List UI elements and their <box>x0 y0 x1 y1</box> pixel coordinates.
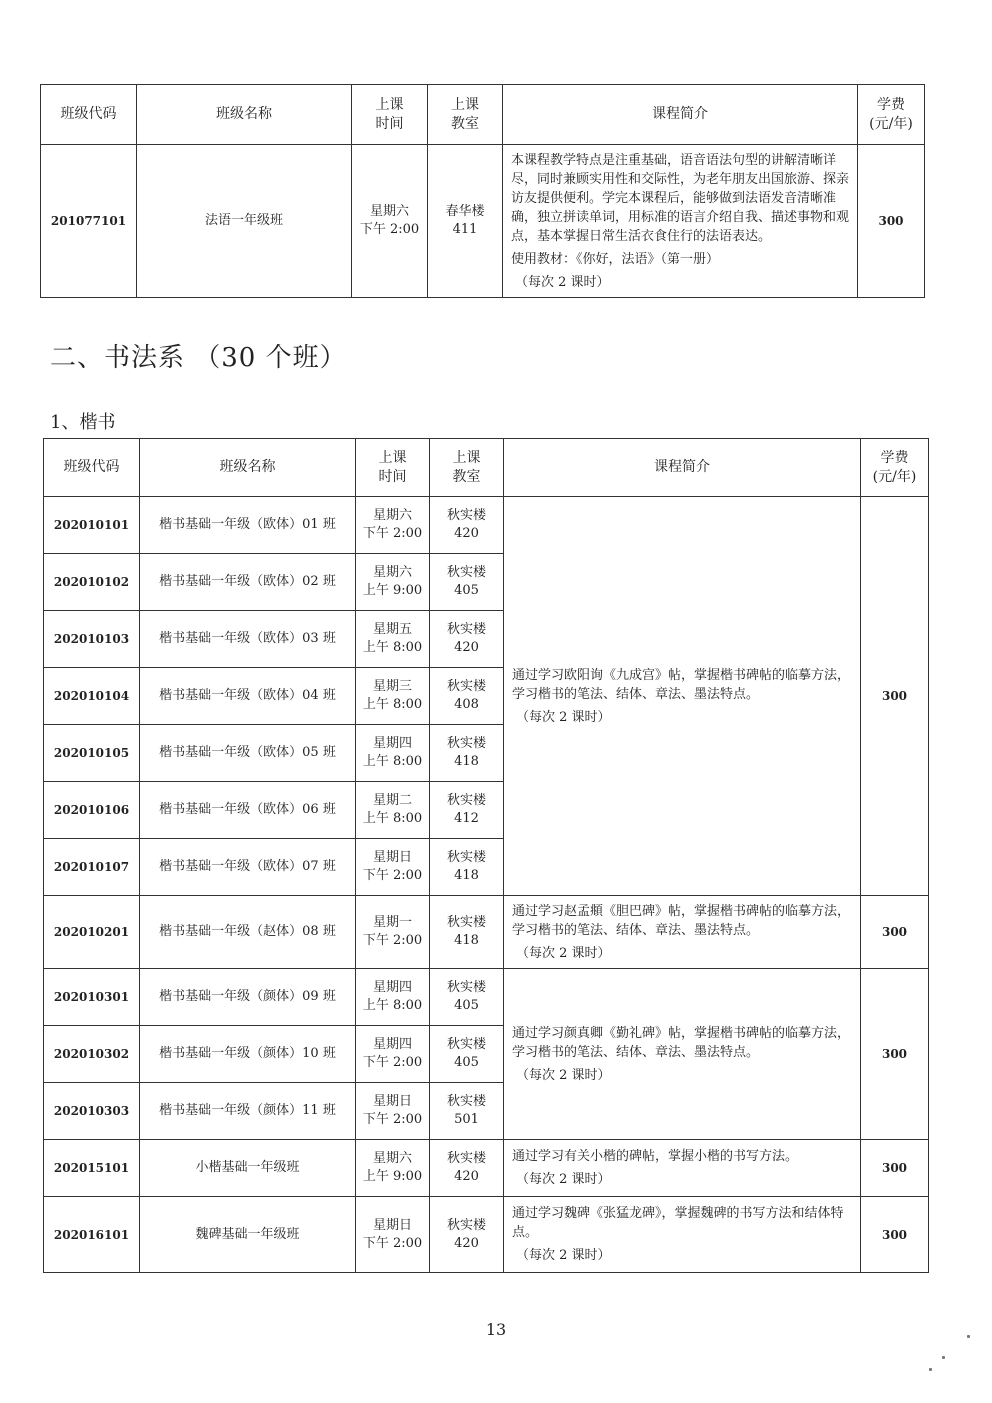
class-time: 星期三 上午 8:00 <box>356 668 430 725</box>
tuition-fee: 300 <box>861 1140 929 1197</box>
class-code: 202010201 <box>44 896 140 969</box>
class-room: 秋实楼 420 <box>430 1197 504 1273</box>
table-row <box>44 497 929 554</box>
class-code: 202010102 <box>44 554 140 611</box>
class-name: 法语一年级班 <box>137 145 352 298</box>
class-time: 星期日 下午 2:00 <box>356 839 430 896</box>
class-room: 秋实楼 418 <box>430 725 504 782</box>
class-time: 星期日 下午 2:00 <box>356 1083 430 1140</box>
header-time: 上课 时间 <box>352 85 428 145</box>
class-time: 星期四 上午 8:00 <box>356 969 430 1026</box>
class-time: 星期六 上午 9:00 <box>356 1140 430 1197</box>
course-description: 本课程教学特点是注重基础，语音语法句型的讲解清晰详尽，同时兼顾实用性和交际性，为老年朋友出国旅游、探亲访友提供便利。学完本课程后，能够做到法语发音清晰准确，独立拼读单词，用标准的语言介绍自我、描述事物和观点，基本掌握日常生活衣食住行的法语表达。 <box>511 152 850 244</box>
class-code: 202010107 <box>44 839 140 896</box>
header-class-code: 班级代码 <box>41 85 137 145</box>
table-header-row <box>44 439 929 497</box>
course-description: 通过学习欧阳询《九成宫》帖，掌握楷书碑帖的临摹方法，学习楷书的笔法、结体、章法、墨法特点。 <box>512 667 851 702</box>
class-name: 楷书基础一年级（欧体）05 班 <box>140 725 356 782</box>
table-row <box>44 1140 929 1197</box>
class-name: 楷书基础一年级（欧体）06 班 <box>140 782 356 839</box>
class-room: 秋实楼 501 <box>430 1083 504 1140</box>
class-time: 星期六 上午 9:00 <box>356 554 430 611</box>
class-code: 202010105 <box>44 725 140 782</box>
class-code: 202010302 <box>44 1026 140 1083</box>
course-note: （每次 2 课时） <box>516 1172 611 1187</box>
class-room: 春华楼 411 <box>428 145 503 298</box>
class-code: 202010106 <box>44 782 140 839</box>
class-code: 202010303 <box>44 1083 140 1140</box>
tuition-fee: 300 <box>861 497 929 896</box>
class-name: 楷书基础一年级（颜体）09 班 <box>140 969 356 1026</box>
regular-script-table <box>43 438 929 1273</box>
header-class-name: 班级名称 <box>140 439 356 497</box>
class-name: 楷书基础一年级（欧体）04 班 <box>140 668 356 725</box>
class-name: 楷书基础一年级（赵体）08 班 <box>140 896 356 969</box>
class-room: 秋实楼 412 <box>430 782 504 839</box>
page-number: 13 <box>485 1320 507 1339</box>
course-note: （每次 2 课时） <box>516 1067 611 1083</box>
class-time: 星期四 上午 8:00 <box>356 725 430 782</box>
header-fee: 学费 (元/年) <box>861 439 929 497</box>
class-name: 楷书基础一年级（颜体）10 班 <box>140 1026 356 1083</box>
class-room: 秋实楼 408 <box>430 668 504 725</box>
header-class-code: 班级代码 <box>44 439 140 497</box>
table-header-row <box>41 85 925 145</box>
course-description: 通过学习魏碑《张猛龙碑》，掌握魏碑的书写方法和结体特点。 <box>512 1206 844 1240</box>
header-room: 上课 教室 <box>428 85 503 145</box>
class-room: 秋实楼 420 <box>430 611 504 668</box>
course-note: （每次 2 课时） <box>516 945 611 961</box>
class-name: 魏碑基础一年级班 <box>140 1197 356 1273</box>
class-room: 秋实楼 405 <box>430 969 504 1026</box>
header-intro: 课程简介 <box>503 85 858 145</box>
course-description: 通过学习颜真卿《勤礼碑》帖，掌握楷书碑帖的临摹方法，学习楷书的笔法、结体、章法、墨法特点。 <box>512 1025 851 1060</box>
tuition-fee: 300 <box>861 896 929 969</box>
class-room: 秋实楼 418 <box>430 839 504 896</box>
course-description: 通过学习有关小楷的碑帖，掌握小楷的书写方法。 <box>512 1149 799 1164</box>
scan-speck <box>942 1356 945 1359</box>
class-time: 星期五 上午 8:00 <box>356 611 430 668</box>
course-material: 使用教材：《你好，法语》（第一册） <box>511 251 720 267</box>
french-course-table <box>40 84 925 298</box>
tuition-fee: 300 <box>858 145 925 298</box>
course-note: （每次 2 课时） <box>516 709 611 725</box>
course-intro <box>504 969 861 1140</box>
class-name: 楷书基础一年级（欧体）03 班 <box>140 611 356 668</box>
header-room: 上课 教室 <box>430 439 504 497</box>
class-time: 星期一 下午 2:00 <box>356 896 430 969</box>
course-note: （每次 2 课时） <box>515 274 610 290</box>
course-intro <box>504 1140 861 1197</box>
class-room: 秋实楼 405 <box>430 554 504 611</box>
course-intro <box>504 896 861 969</box>
course-intro <box>504 1197 861 1273</box>
header-time: 上课 时间 <box>356 439 430 497</box>
class-time: 星期四 下午 2:00 <box>356 1026 430 1083</box>
class-room: 秋实楼 420 <box>430 497 504 554</box>
class-room: 秋实楼 418 <box>430 896 504 969</box>
class-name: 小楷基础一年级班 <box>140 1140 356 1197</box>
header-intro: 课程简介 <box>504 439 861 497</box>
class-time: 星期六 下午 2:00 <box>352 145 428 298</box>
course-description: 通过学习赵孟頫《胆巴碑》帖，掌握楷书碑帖的临摹方法，学习楷书的笔法、结体、章法、墨法特点。 <box>512 903 851 938</box>
scan-speck <box>929 1368 932 1371</box>
header-fee: 学费 (元/年) <box>858 85 925 145</box>
class-name: 楷书基础一年级（欧体）02 班 <box>140 554 356 611</box>
class-time: 星期二 上午 8:00 <box>356 782 430 839</box>
class-name: 楷书基础一年级（颜体）11 班 <box>140 1083 356 1140</box>
section-title: 二、书法系 （30 个班） <box>50 343 347 373</box>
table-row <box>44 1197 929 1273</box>
class-time: 星期六 下午 2:00 <box>356 497 430 554</box>
header-class-name: 班级名称 <box>137 85 352 145</box>
class-code: 202010103 <box>44 611 140 668</box>
table-row <box>44 969 929 1026</box>
table-row <box>41 145 925 298</box>
class-code: 202010301 <box>44 969 140 1026</box>
class-time: 星期日 下午 2:00 <box>356 1197 430 1273</box>
class-code: 202010104 <box>44 668 140 725</box>
tuition-fee: 300 <box>861 969 929 1140</box>
scan-speck <box>967 1335 970 1338</box>
class-code: 202016101 <box>44 1197 140 1273</box>
class-code: 202010101 <box>44 497 140 554</box>
class-code: 202015101 <box>44 1140 140 1197</box>
course-note: （每次 2 课时） <box>516 1248 611 1263</box>
course-intro <box>504 497 861 896</box>
class-code: 201077101 <box>41 145 137 298</box>
tuition-fee: 300 <box>861 1197 929 1273</box>
subsection-title: 1、楷书 <box>50 412 116 433</box>
class-name: 楷书基础一年级（欧体）01 班 <box>140 497 356 554</box>
class-room: 秋实楼 405 <box>430 1026 504 1083</box>
table-row <box>44 896 929 969</box>
class-room: 秋实楼 420 <box>430 1140 504 1197</box>
class-name: 楷书基础一年级（欧体）07 班 <box>140 839 356 896</box>
course-intro <box>503 145 858 298</box>
